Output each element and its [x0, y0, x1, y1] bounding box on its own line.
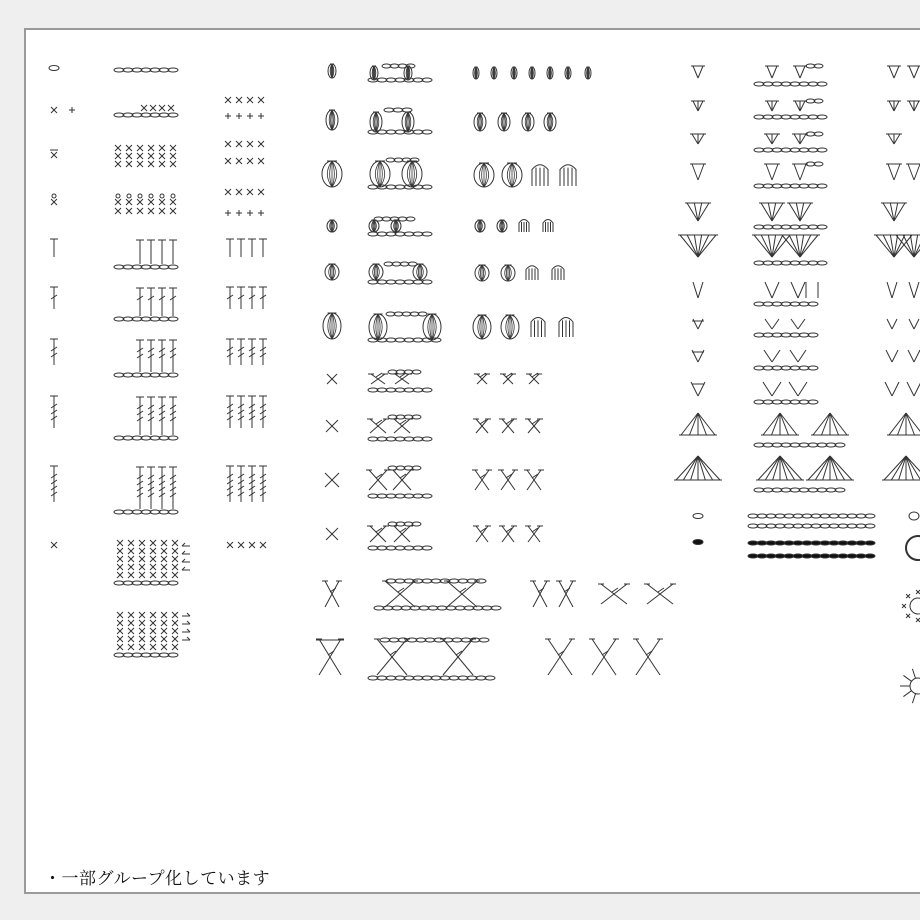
slip-stitch-icon [693, 514, 703, 519]
sc-crossed-icon [51, 194, 57, 205]
sc-back-loop-block [115, 145, 176, 167]
bobble-row-1 [368, 64, 432, 82]
cross-stitch-row-1 [367, 415, 432, 441]
t-stitch-row-1 [114, 288, 178, 321]
decrease-row-4 [754, 203, 827, 229]
increase-stitch-icon-0 [693, 282, 703, 298]
t-stitch-free-0 [226, 239, 267, 257]
sc-stripe-block-2 [114, 612, 190, 657]
t-stitch-free-3 [226, 396, 267, 428]
puff-medium-icon [325, 264, 339, 280]
sc-free [225, 97, 264, 119]
decrease-row-2 [754, 132, 827, 152]
shell-stitch-icon-0 [679, 413, 717, 435]
increase-free-3 [885, 382, 920, 396]
cross-stitch-icon-3 [326, 528, 338, 540]
increase-free-2 [886, 350, 920, 362]
single-crochet-icon [51, 107, 75, 113]
increase-row-3 [754, 382, 818, 404]
decrease-stitch-icon-0 [691, 66, 705, 78]
decrease-free-5 [874, 235, 920, 257]
slip-stitch-rows [748, 514, 875, 528]
shell-free-1 [882, 456, 920, 480]
t-stitch-icon-2 [50, 339, 58, 365]
increase-stitch-icon-2 [692, 350, 704, 362]
sc-crossed-block [115, 194, 176, 214]
cross-stitch-free-3 [473, 526, 543, 542]
shell-row-0 [754, 413, 849, 447]
puff-row-small [368, 217, 432, 236]
t-stitch-free-2 [226, 339, 267, 365]
magic-ring-icon [906, 512, 920, 560]
t-stitch-icon-0 [50, 239, 58, 257]
decrease-row-1 [754, 99, 827, 119]
puff-small-icon [327, 220, 337, 232]
increase-free-1 [887, 319, 919, 329]
decrease-stitch-icon-1 [691, 101, 705, 111]
magic-ring-dc-icon [900, 669, 920, 703]
cross-stitch-icon-2 [325, 473, 339, 487]
puff-free-large [473, 315, 573, 339]
decrease-free-1 [887, 101, 920, 111]
puff-free-medium [475, 265, 564, 281]
magic-ring-sc-icon [902, 590, 920, 622]
grouping-note: ・一部グループ化しています [44, 869, 271, 888]
sc-back-loop-free [225, 141, 264, 164]
shell-stitch-icon-1 [674, 456, 722, 480]
increase-row-2 [754, 350, 818, 370]
bobble-free-1 [473, 67, 591, 79]
sc-back-loop-icon [50, 150, 58, 158]
decrease-row-3 [754, 162, 827, 188]
shell-free-0 [887, 413, 920, 435]
cross-stitch-row-0 [368, 370, 432, 392]
t-stitch-icon-1 [50, 287, 58, 309]
popcorn-stitch-icon [322, 161, 342, 187]
cross-stitch-row-3 [367, 522, 432, 550]
long-cross-free [530, 581, 676, 607]
sc-stripe-free [227, 542, 266, 548]
decrease-stitch-icon-4 [685, 203, 711, 221]
t-stitch-row-2 [114, 340, 178, 377]
shell-row-1 [754, 456, 854, 492]
bobble-medium-icon [326, 110, 338, 130]
sc-stripe-icon [51, 542, 57, 548]
cross-stitch-free-1 [473, 419, 543, 433]
slip-stitch-filled-icon [693, 540, 703, 545]
decrease-stitch-icon-2 [690, 134, 706, 144]
t-stitch-row-0 [114, 240, 178, 269]
bobble-stitch-icon [328, 64, 336, 78]
decrease-free-4 [881, 203, 907, 221]
popcorn-row [368, 158, 432, 189]
double-long-cross-icon [316, 639, 344, 675]
increase-row-1 [754, 319, 818, 337]
puff-row-large [368, 312, 441, 342]
t-stitch-icon-3 [50, 396, 58, 428]
increase-free-0 [887, 282, 919, 298]
puff-free-small [475, 220, 553, 233]
cross-stitch-free-2 [472, 470, 544, 490]
cross-stitch-free-0 [474, 373, 542, 384]
double-long-cross-free [545, 639, 663, 675]
sc-crossed-free [225, 189, 264, 216]
decrease-free-0 [887, 66, 920, 78]
t-stitch-icon-4 [50, 466, 58, 502]
bobble-row-2 [368, 108, 432, 134]
t-stitch-row-4 [114, 467, 178, 514]
puff-large-icon [323, 313, 341, 339]
long-cross-row [374, 579, 501, 610]
t-stitch-free-1 [226, 287, 267, 309]
double-long-cross-row [368, 638, 495, 680]
increase-stitch-icon-1 [692, 319, 704, 329]
decrease-stitch-icon-3 [690, 164, 706, 180]
chain-row [114, 68, 178, 72]
increase-row-0 [754, 282, 818, 306]
cross-stitch-icon-0 [327, 374, 337, 384]
cross-stitch-icon-1 [326, 420, 338, 432]
bobble-free-2 [474, 113, 556, 131]
increase-stitch-icon-3 [691, 382, 705, 396]
decrease-free-3 [886, 164, 920, 180]
decrease-stitch-icon-5 [678, 235, 718, 257]
decrease-free-2 [886, 134, 902, 144]
sc-on-chain [114, 105, 178, 117]
chain-stitch-icon [49, 66, 59, 71]
t-stitch-free-4 [226, 466, 267, 502]
sc-stripe-block [114, 540, 190, 585]
popcorn-free [474, 163, 576, 187]
t-stitch-row-3 [114, 397, 178, 440]
long-cross-icon [322, 581, 342, 607]
puff-row-medium [368, 262, 432, 284]
cross-stitch-row-2 [366, 466, 432, 498]
decrease-row-0 [754, 64, 827, 86]
decrease-row-5 [752, 235, 827, 265]
slip-stitch-filled-rows [748, 541, 875, 558]
